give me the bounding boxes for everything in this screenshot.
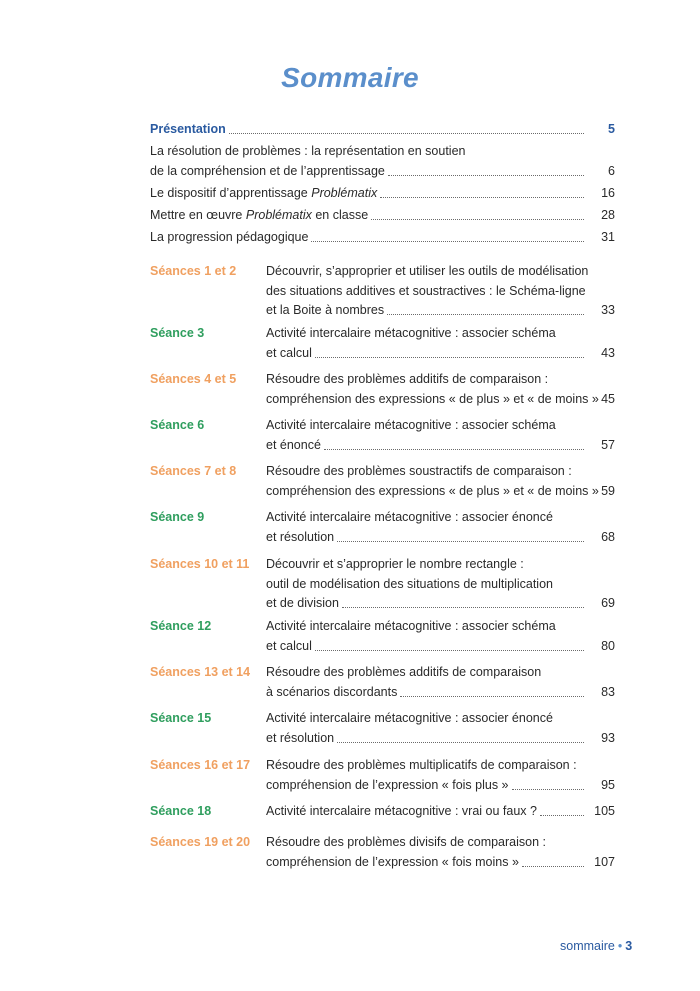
entry-title: Présentation [150,122,226,136]
page-number: 83 [601,684,615,699]
dot-leader [380,197,584,198]
session-label: Séances 1 et 2 [150,264,237,278]
session-label: Séances 13 et 14 [150,665,251,679]
dot-leader [540,815,584,816]
page-number: 16 [601,186,615,200]
session-label: Séances 10 et 11 [150,557,250,571]
entry-title: de la compréhension et de l’apprentissage [150,163,385,178]
dot-leader [387,314,584,315]
session-description: et énoncé [266,437,321,452]
session-description: à scénarios discordants [266,684,398,699]
session-description: Activité intercalaire métacognitive : vrai ou faux ? [266,804,537,818]
session-description: des situations additives et soustractives : le Schéma-ligne [266,283,586,298]
session-description: compréhension de l’expression « fois moins » [266,854,519,869]
entry-title-italic: Problématix [311,186,378,200]
dot-leader [337,742,584,743]
page-number: 59 [601,483,615,498]
dot-leader [324,449,584,450]
dot-leader [371,219,584,220]
dot-leader [311,241,584,242]
session-label: Séance 15 [150,711,212,725]
session-description: compréhension des expressions « de plus » et « de moins » [266,391,599,406]
entry-title-suffix: en classe [315,208,369,222]
session-description: et calcul [266,638,312,653]
session-description: Résoudre des problèmes additifs de comparaison : [266,372,549,386]
session-description: Résoudre des problèmes multiplicatifs de comparaison : [266,758,577,772]
session-description: et de division [266,596,339,610]
session-description: et calcul [266,345,312,360]
page-number: 33 [601,303,615,317]
session-label: Séance 12 [150,619,212,633]
page-number: 93 [601,730,615,745]
dot-leader [512,789,585,790]
session-label: Séance 3 [150,326,205,340]
page-number: 43 [601,345,615,360]
session-description: Activité intercalaire métacognitive : associer schéma [266,326,556,340]
session-description: Résoudre des problèmes divisifs de comparaison : [266,835,546,849]
page-number: 28 [601,208,615,222]
page-number: 57 [601,437,615,452]
session-label: Séances 4 et 5 [150,372,237,386]
session-label: Séance 6 [150,418,205,432]
entry-title: Mettre en œuvre Problématix en classe [150,208,369,222]
page-number: 107 [594,854,615,869]
page-title: Sommaire [281,62,419,93]
page-number: 45 [601,391,615,406]
session-description: outil de modélisation des situations de multiplication [266,576,553,591]
dot-leader [400,696,584,697]
session-description: et la Boite à nombres [266,303,385,317]
page-number: 80 [601,638,615,653]
session-description: Activité intercalaire métacognitive : associer énoncé [266,711,553,725]
session-label: Séance 18 [150,804,212,818]
session-description: Activité intercalaire métacognitive : associer schéma [266,619,556,633]
page-footer [560,939,700,953]
session-description: Activité intercalaire métacognitive : associer énoncé [266,510,553,524]
session-description: Activité intercalaire métacognitive : associer schéma [266,418,556,432]
session-description: Découvrir, s’approprier et utiliser les outils de modélisation [266,264,589,278]
page-number: 69 [601,596,615,610]
entry-title: La résolution de problèmes : la représentation en soutien [150,144,466,158]
footer-bullet: • [617,939,623,953]
dot-leader [342,607,584,608]
entry-title: Le dispositif d’apprentissage Problématix [150,186,378,200]
dot-leader [388,175,584,176]
session-description: compréhension de l’expression « fois plus » [266,777,509,792]
session-description: et résolution [266,730,335,745]
page-number: 95 [601,777,615,792]
page-number: 31 [601,230,615,244]
dot-leader [522,866,584,867]
footer-label: sommaire [560,939,615,953]
dot-leader [315,357,584,358]
entry-title-italic: Problématix [245,208,312,222]
session-label: Séances 19 et 20 [150,835,251,849]
session-description: Résoudre des problèmes additifs de comparaison [266,665,542,679]
session-label: Séances 16 et 17 [150,758,251,772]
page-number: 68 [601,529,615,544]
session-label: Séance 9 [150,510,205,524]
session-description: compréhension des expressions « de plus » et « de moins » [266,483,599,498]
session-description: et résolution [266,529,335,544]
page-number: 3 [625,939,633,953]
dot-leader [229,133,584,134]
page-number: 6 [608,163,615,178]
dot-leader [337,541,584,542]
page-number: 105 [594,804,615,818]
session-description: Résoudre des problèmes soustractifs de comparaison : [266,464,572,478]
session-label: Séances 7 et 8 [150,464,237,478]
page-number: 5 [608,122,615,136]
session-description: Découvrir et s’approprier le nombre rectangle : [266,557,524,571]
dot-leader [315,650,584,651]
entry-title: La progression pédagogique [150,230,309,244]
